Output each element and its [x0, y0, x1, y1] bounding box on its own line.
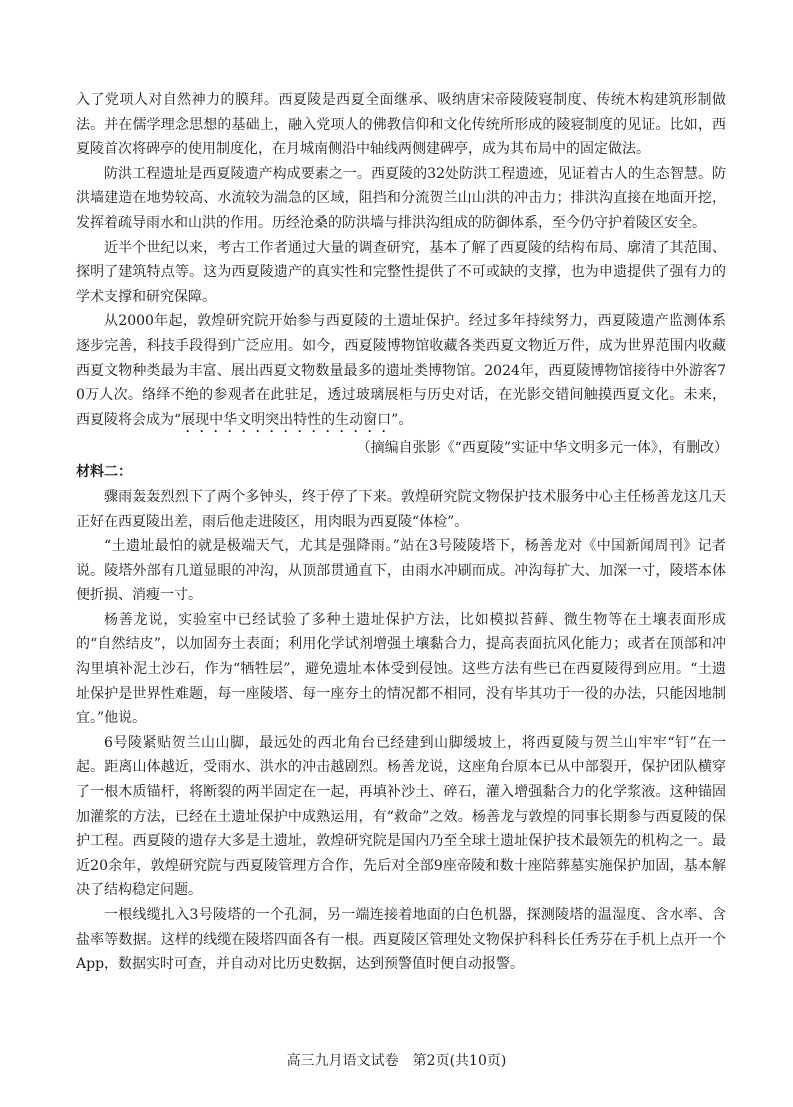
paragraph-archaeology: 近半个世纪以来，考古工作者通过大量的调查研究，基本了解了西夏陵的结构布局、廓清了其范围、探明了建筑特点等。这为西夏陵遗产的真实性和完整性提供了不可或缺的支撑，也为申遗提供了强有力的学术支撑和研究保障。 — [76, 239, 726, 305]
paragraph-museum — [76, 309, 726, 435]
paragraph-rain: 骤雨轰轰烈烈下了两个多钟头，终于停了下来。敦煌研究院文物保护技术服务中心主任杨善龙这几天正好在西夏陵出差，雨后他走进陵区，用肉眼为西夏陵“体检”。 — [76, 488, 726, 530]
paragraph-monitoring: 一根线缆扎入3号陵塔的一个孔洞，另一端连接着地面的白色机器，探测陵塔的温湿度、含水率、含盐率等数据。这样的线缆在陵塔四面各有一根。西夏陵区管理处文物保护科科长任秀芬在手机上点开一个App，数据实时可查，并自动对比历史数据，达到预警值时便自动报警。 — [76, 907, 726, 973]
paragraph-tomb-six: 6号陵紧贴贺兰山山脚，最远处的西北角台已经建到山脚缓坡上，将西夏陵与贺兰山牢牢“钉”在一起。距离山体越近，受雨水、洪水的冲击越剧烈。杨善龙说，这座角台原本已从中部裂开，保护团队横穿了一根木质锚杆，将断裂的两半固定在一起，再填补沙土、碎石，灌入增强黏合力的化学浆液。这种锚固加灌浆的方法，已经在土遗址保护中成熟运用，有“救命”之效。杨善龙与敦煌的同事长期参与西夏陵的保护工程。西夏陵的遗存大多是土遗址，敦煌研究院是国内乃至全球土遗址保护技术最领先的机构之一。最近20余年，敦煌研究院与西夏陵管理方合作，先后对全部9座帝陵和数十座陪葬墓实施保护加固，基本解决了结构稳定问题。 — [76, 734, 726, 899]
page-footer: 高三九月语文试卷 第2页(共10页) — [286, 1053, 507, 1069]
material-two-heading: 材料二： — [76, 464, 132, 481]
paragraph-museum-end: ”。 — [391, 411, 413, 428]
page-body — [76, 88, 726, 977]
paragraph-museum-text: 从2000年起，敦煌研究院开始参与西夏陵的土遗址保护。经过多年持续努力，西夏陵遗产监测体系逐步完善，科技手段得到广泛应用。如今，西夏陵博物馆收藏各类西夏文物近万件，成为世界范围内收藏西夏文物种类最为丰富、展出西夏文物数量最多的遗址类博物馆。2024年，西夏陵博物馆接待中外游客70万人次。络绎不绝的参观者在此驻足，透过玻璃展柜与历史对话，在光影交错间触摸西夏文化。未来，西夏陵将会成为“ — [76, 313, 726, 428]
emphasized-phrase: 展现中华文明突出特性的生动窗口 — [181, 411, 392, 428]
paragraph-methods: 杨善龙说，实验室中已经试验了多种土遗址保护方法，比如模拟苔藓、微生物等在土壤表面形成的“自然结皮”，以加固夯土表面；利用化学试剂增强土壤黏合力，提高表面抗风化能力；或者在顶部和冲沟里填补泥土沙石，作为“牺牲层”，避免遗址本体受到侵蚀。这些方法有些已在西夏陵得到应用。“土遗址保护是世界性难题，每一座陵塔、每一座夯土的情况都不相同，没有毕其功于一役的办法，只能因地制宜。”他说。 — [76, 611, 726, 727]
source-citation: （摘编自张影《“西夏陵”实证中华文明多元一体》，有删改） — [356, 439, 728, 456]
paragraph-flood-control: 防洪工程遗址是西夏陵遗产构成要素之一。西夏陵的32处防洪工程遗迹，见证着古人的生态智慧。防洪墙建造在地势较高、水流较为湍急的区域，阻挡和分流贺兰山山洪的冲击力；排洪沟直接在地面开挖，发挥着疏导雨水和山洪的作用。历经沧桑的防洪墙与排洪沟组成的防御体系，至今仍守护着陵区安全。 — [76, 165, 726, 231]
paragraph-continued: 入了党项人对自然神力的膜拜。西夏陵是西夏全面继承、吸纳唐宋帝陵陵寝制度、传统木构建筑形制做法。并在儒学理念思想的基础上，融入党项人的佛教信仰和文化传统所形成的陵寝制度的见证。比如，西夏陵首次将碑亭的使用制度化，在月城南侧沿中轴线两侧建碑亭，成为其布局中的固定做法。 — [76, 92, 726, 158]
paragraph-extreme-weather: “土遗址最怕的就是极端天气，尤其是强降雨。”站在3号陵陵塔下，杨善龙对《中国新闻周刊》记者说。陵塔外部有几道显眼的冲沟，从顶部贯通直下，由雨水冲刷而成。冲沟每扩大、加深一寸，陵塔本体便折损、消瘦一寸。 — [76, 538, 726, 604]
